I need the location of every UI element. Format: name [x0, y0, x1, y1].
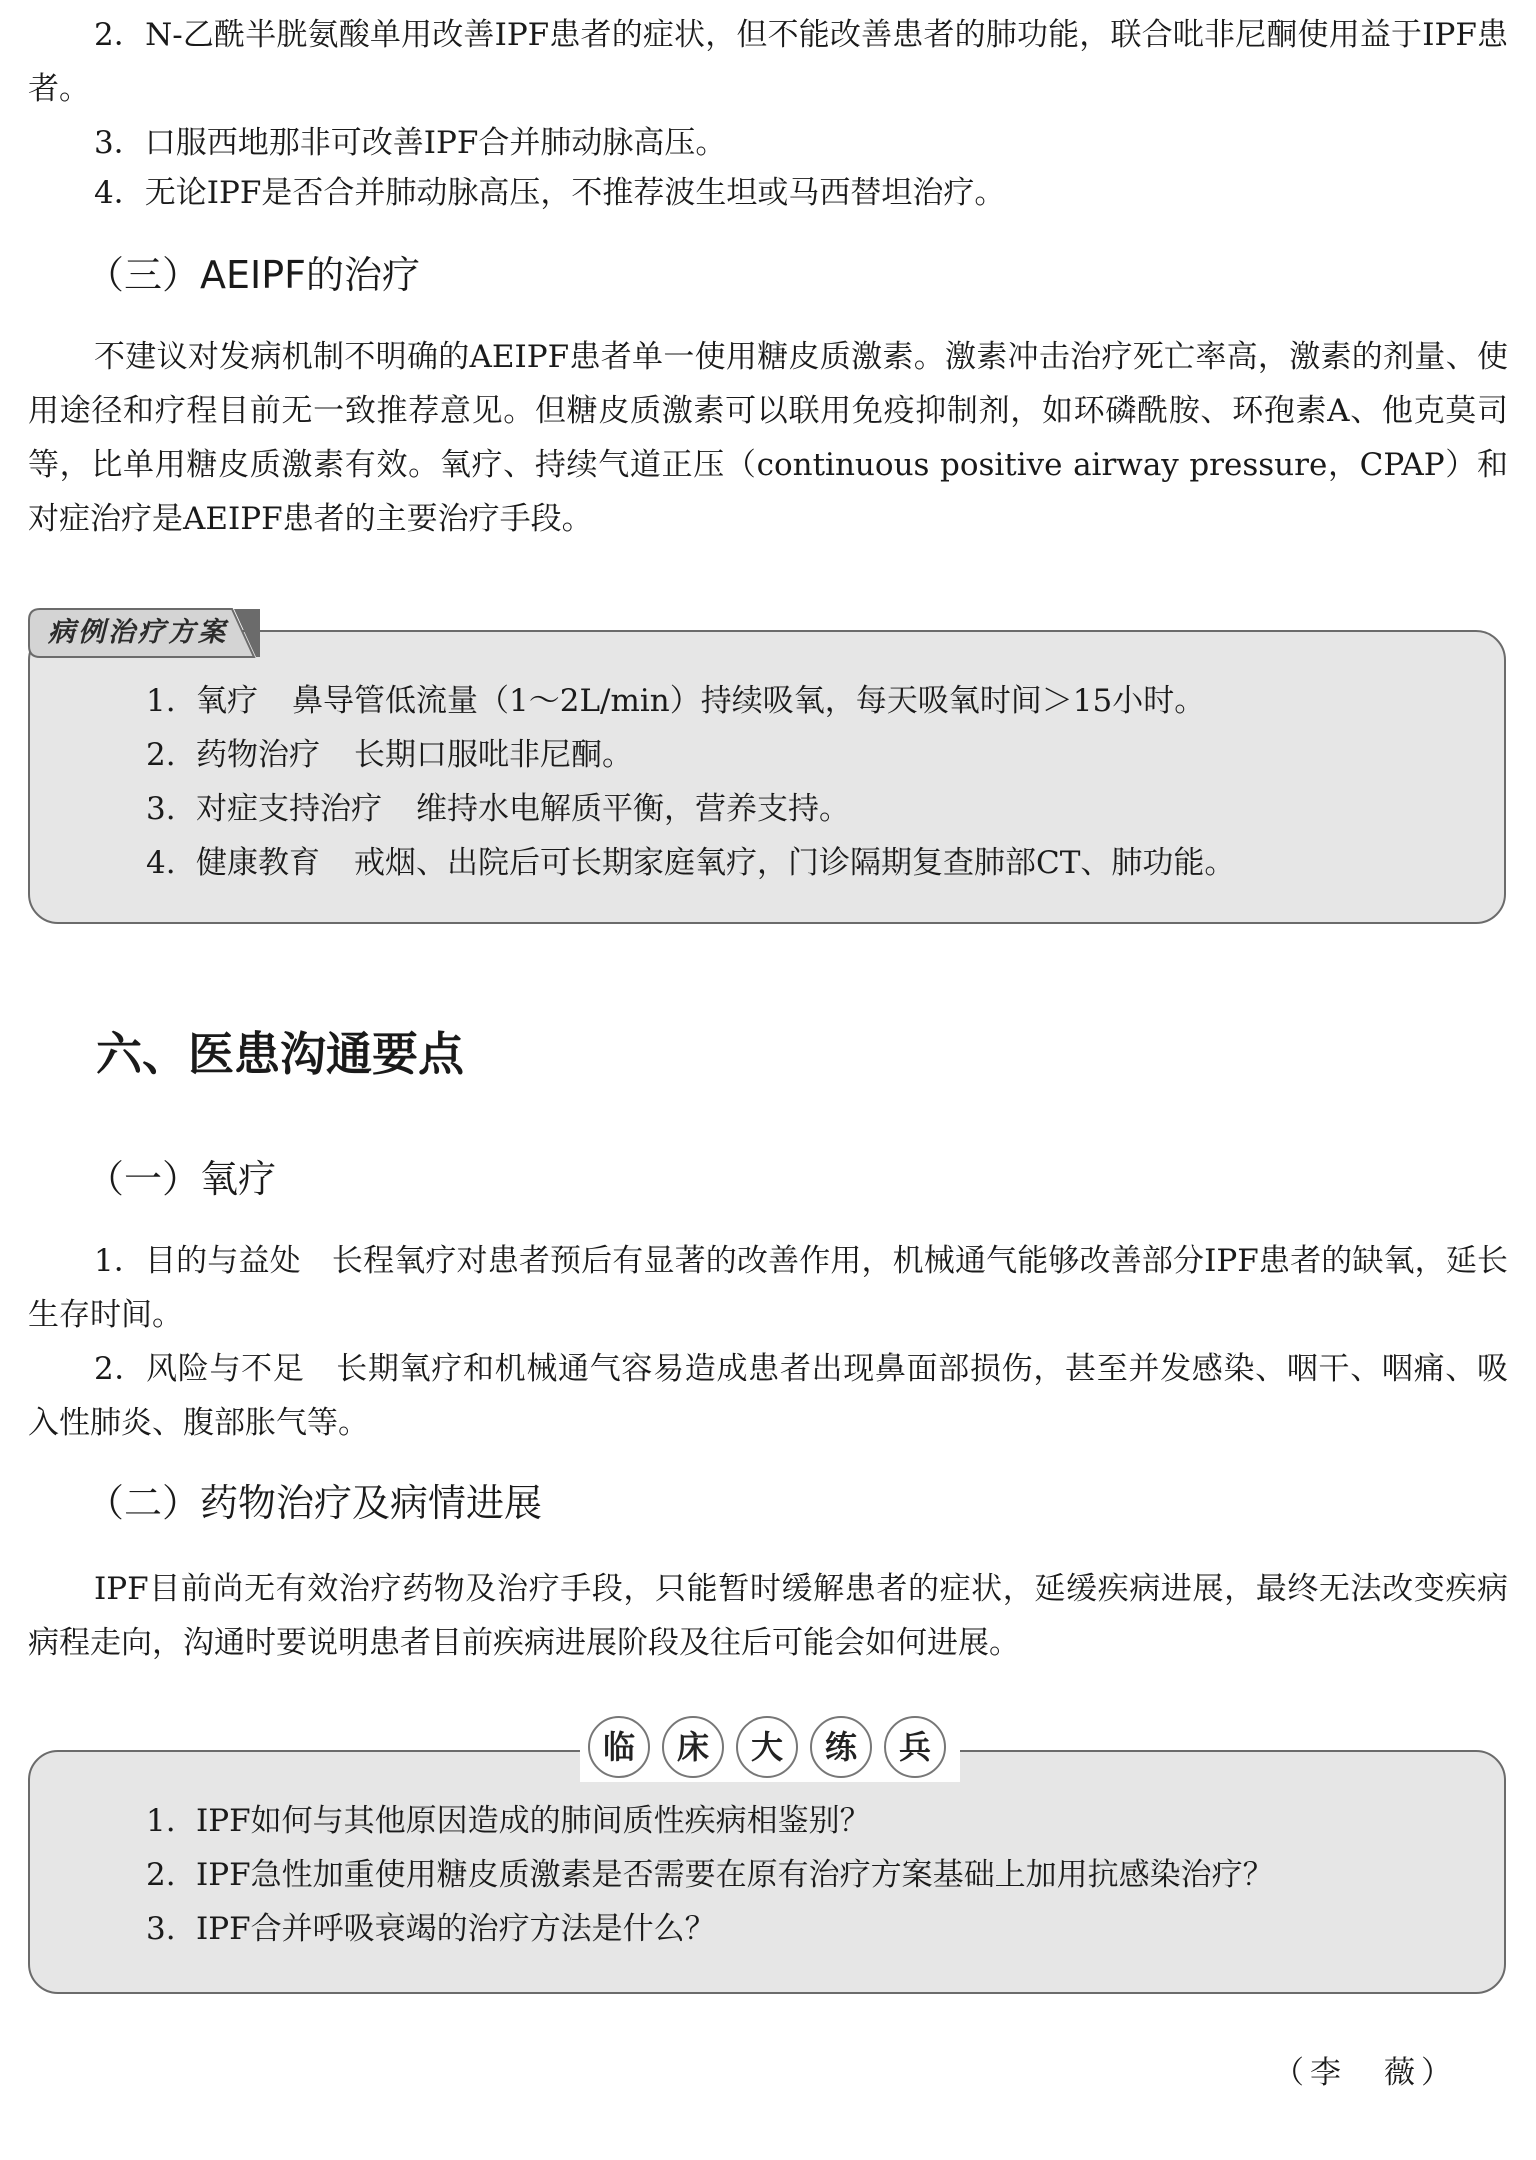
oxygen-heading: （一）氧疗: [86, 1157, 277, 1201]
case-plan-item: 2. 药物治疗 长期口服吡非尼酮。: [146, 737, 633, 773]
drill-title-char: 兵: [884, 1716, 946, 1778]
item-2-acetylcysteine: 2．N-乙酰半胱氨酸单用改善IPF患者的症状，但不能改善患者的肺功能，联合吡非尼酮使用益于IPF患者。: [28, 17, 1508, 107]
case-plan-tab-label: 病例治疗方案: [48, 617, 228, 648]
oxygen-risk: 2．风险与不足 长期氧疗和机械通气容易造成患者出现鼻面部损伤，甚至并发感染、咽干、咽痛、吸入性肺炎、腹部胀气等。: [28, 1351, 1508, 1441]
case-plan-tab: [28, 608, 260, 658]
aeipf-heading: （三）AEIPF的治疗: [86, 253, 420, 297]
drill-list: [146, 1794, 1274, 1956]
case-plan-item: 3. 对症支持治疗 维持水电解质平衡，营养支持。: [146, 791, 850, 827]
drill-title-char: 大: [736, 1716, 798, 1778]
item-3-sildenafil: 3．口服西地那非可改善IPF合并肺动脉高压。: [94, 125, 727, 161]
case-plan-box: [28, 630, 1506, 924]
author-signature: （李 薇）: [1273, 2055, 1458, 2091]
drill-item: 2. IPF急性加重使用糖皮质激素是否需要在原有治疗方案基础上加用抗感染治疗？: [146, 1857, 1274, 1893]
drug-paragraph: IPF目前尚无有效治疗药物及治疗手段，只能暂时缓解患者的症状，延缓疾病进展，最终无法改变疾病病程走向，沟通时要说明患者目前疾病进展阶段及往后可能会如何进展。: [28, 1571, 1508, 1661]
case-plan-list: [146, 674, 1235, 890]
drill-title-char: 练: [810, 1716, 872, 1778]
drill-box: [28, 1750, 1506, 1994]
drill-item: 3. IPF合并呼吸衰竭的治疗方法是什么？: [146, 1911, 716, 1947]
drill-title-char: 床: [662, 1716, 724, 1778]
case-plan-item: 1. 氧疗 鼻导管低流量（1～2L/min）持续吸氧，每天吸氧时间＞15小时。: [146, 683, 1206, 719]
oxygen-benefit: 1．目的与益处 长程氧疗对患者预后有显著的改善作用，机械通气能够改善部分IPF患者的缺氧，延长生存时间。: [28, 1243, 1508, 1333]
drill-item: 1. IPF如何与其他原因造成的肺间质性疾病相鉴别？: [146, 1803, 871, 1839]
section-6-heading: 六、医患沟通要点: [96, 1027, 464, 1081]
item-4-bosentan: 4．无论IPF是否合并肺动脉高压，不推荐波生坦或马西替坦治疗。: [94, 175, 1006, 211]
case-plan-item: 4. 健康教育 戒烟、出院后可长期家庭氧疗，门诊隔期复查肺部CT、肺功能。: [146, 845, 1236, 881]
drug-heading: （二）药物治疗及病情进展: [86, 1481, 543, 1525]
aeipf-paragraph: 不建议对发病机制不明确的AEIPF患者单一使用糖皮质激素。激素冲击治疗死亡率高，激素的剂量、使用途径和疗程目前无一致推荐意见。但糖皮质激素可以联用免疫抑制剂，如环磷酰胺、环孢素A、他克莫司等，比单用糖皮质激素有效。氧疗、持续气道正压（continuous positive airway pressure，CPAP）和对症治疗是AEIPF患者的主要治疗手段。: [28, 339, 1508, 537]
drill-title-char: 临: [588, 1716, 650, 1778]
drill-title: [580, 1716, 960, 1782]
